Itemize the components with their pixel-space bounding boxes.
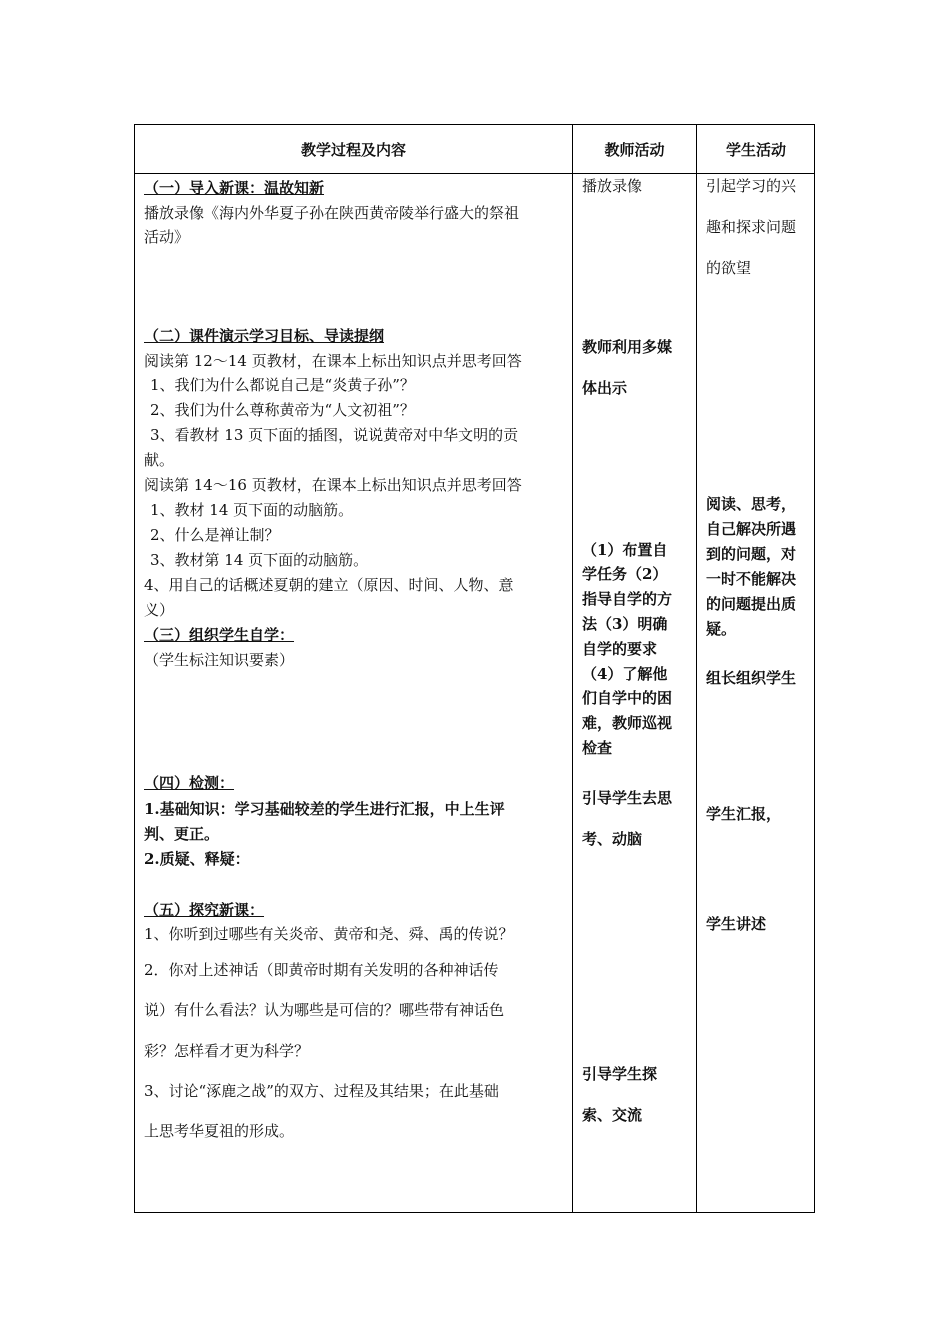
section-2-line: 义） [144,601,175,619]
section-5-line: 上思考华夏祖的形成。 [144,1122,295,1140]
section-1-line: 活动》 [144,228,190,246]
teacher-activity-4: 引导学生去思 [582,789,673,807]
section-4-line: 1.基础知识：学习基础较差的学生进行汇报，中上生评 [144,800,505,818]
section-5-title: （五）探究新课： [144,901,265,919]
student-activity-1: 的欲望 [706,259,752,277]
student-activity-2: 阅读、思考， [706,495,797,513]
column-divider [572,125,573,1212]
section-2-line: 3、看教材 13 页下面的插图，说说黄帝对中华文明的贡 [150,426,519,444]
section-2-line: 2、我们为什么尊称黄帝为“人文初祖”？ [150,401,415,419]
section-5-line: 彩？怎样看才更为科学？ [144,1042,310,1060]
section-5-line: 3、讨论“涿鹿之战”的双方、过程及其结果；在此基础 [144,1082,499,1100]
column-divider [696,125,697,1212]
teacher-activity-4: 考、动脑 [582,830,643,848]
teacher-activity-5: 索、交流 [582,1106,643,1124]
teacher-activity-3: 们自学中的困 [582,689,673,707]
student-activity-3: 组长组织学生 [706,669,797,687]
teacher-activity-3: 学任务（2） [582,565,668,583]
teacher-activity-5: 引导学生探 [582,1065,658,1083]
teacher-activity-3: 难，教师巡视 [582,714,673,732]
student-activity-4: 学生汇报， [706,805,782,823]
section-5-line: 2．你对上述神话（即黄帝时期有关发明的各种神话传 [144,961,499,979]
header-student-activity: 学生活动 [725,140,786,159]
teacher-activity-3: （4）了解他 [582,665,668,683]
section-3-title: （三）组织学生自学： [144,626,295,644]
teacher-activity-2: 体出示 [582,379,628,397]
student-activity-2: 疑。 [706,620,737,638]
student-activity-2: 到的问题，对 [706,545,797,563]
header-teacher-activity: 教师活动 [604,140,665,159]
section-4-line: 2.质疑、释疑： [144,850,250,868]
section-5-line: 1、你听到过哪些有关炎帝、黄帝和尧、舜、禹的传说？ [144,925,514,943]
teacher-activity-3: （1）布置自 [582,541,668,559]
student-activity-5: 学生讲述 [706,915,767,933]
section-5-line: 说）有什么看法？认为哪些是可信的？哪些带有神话色 [144,1001,505,1019]
header-process-content: 教学过程及内容 [300,140,406,159]
section-2-line: 2、什么是禅让制？ [150,526,280,544]
section-3-line: （学生标注知识要素） [144,651,295,669]
section-2-line: 阅读第 12～14 页教材，在课本上标出知识点并思考回答 [144,352,522,370]
section-2-line: 1、我们为什么都说自己是“炎黄子孙”？ [150,376,415,394]
teacher-activity-2: 教师利用多媒 [582,338,673,356]
section-2-line: 阅读第 14～16 页教材，在课本上标出知识点并思考回答 [144,476,522,494]
student-activity-2: 的问题提出质 [706,595,797,613]
section-1-title: （一）导入新课：温故知新 [144,179,325,197]
section-2-line: 3、教材第 14 页下面的动脑筋。 [150,551,369,569]
student-activity-2: 自己解决所遇 [706,520,797,538]
section-2-line: 4、用自己的话概述夏朝的建立（原因、时间、人物、意 [144,576,514,594]
section-4-title: （四）检测： [144,774,235,792]
teacher-activity-1: 播放录像 [582,177,643,195]
section-2-line: 献。 [144,451,175,469]
teacher-activity-3: 指导自学的方 [582,590,673,608]
student-activity-1: 趣和探求问题 [706,218,797,236]
student-activity-2: 一时不能解决 [706,570,797,588]
teacher-activity-3: 检查 [582,739,613,757]
section-4-line: 判、更正。 [144,825,220,843]
student-activity-1: 引起学习的兴 [706,177,797,195]
teacher-activity-3: 法（3）明确 [582,615,668,633]
section-2-line: 1、教材 14 页下面的动脑筋。 [150,501,354,519]
teacher-activity-3: 自学的要求 [582,640,658,658]
section-2-title: （二）课件演示学习目标、导读提纲 [144,327,385,345]
section-1-line: 播放录像《海内外华夏子孙在陕西黄帝陵举行盛大的祭祖 [144,204,520,222]
